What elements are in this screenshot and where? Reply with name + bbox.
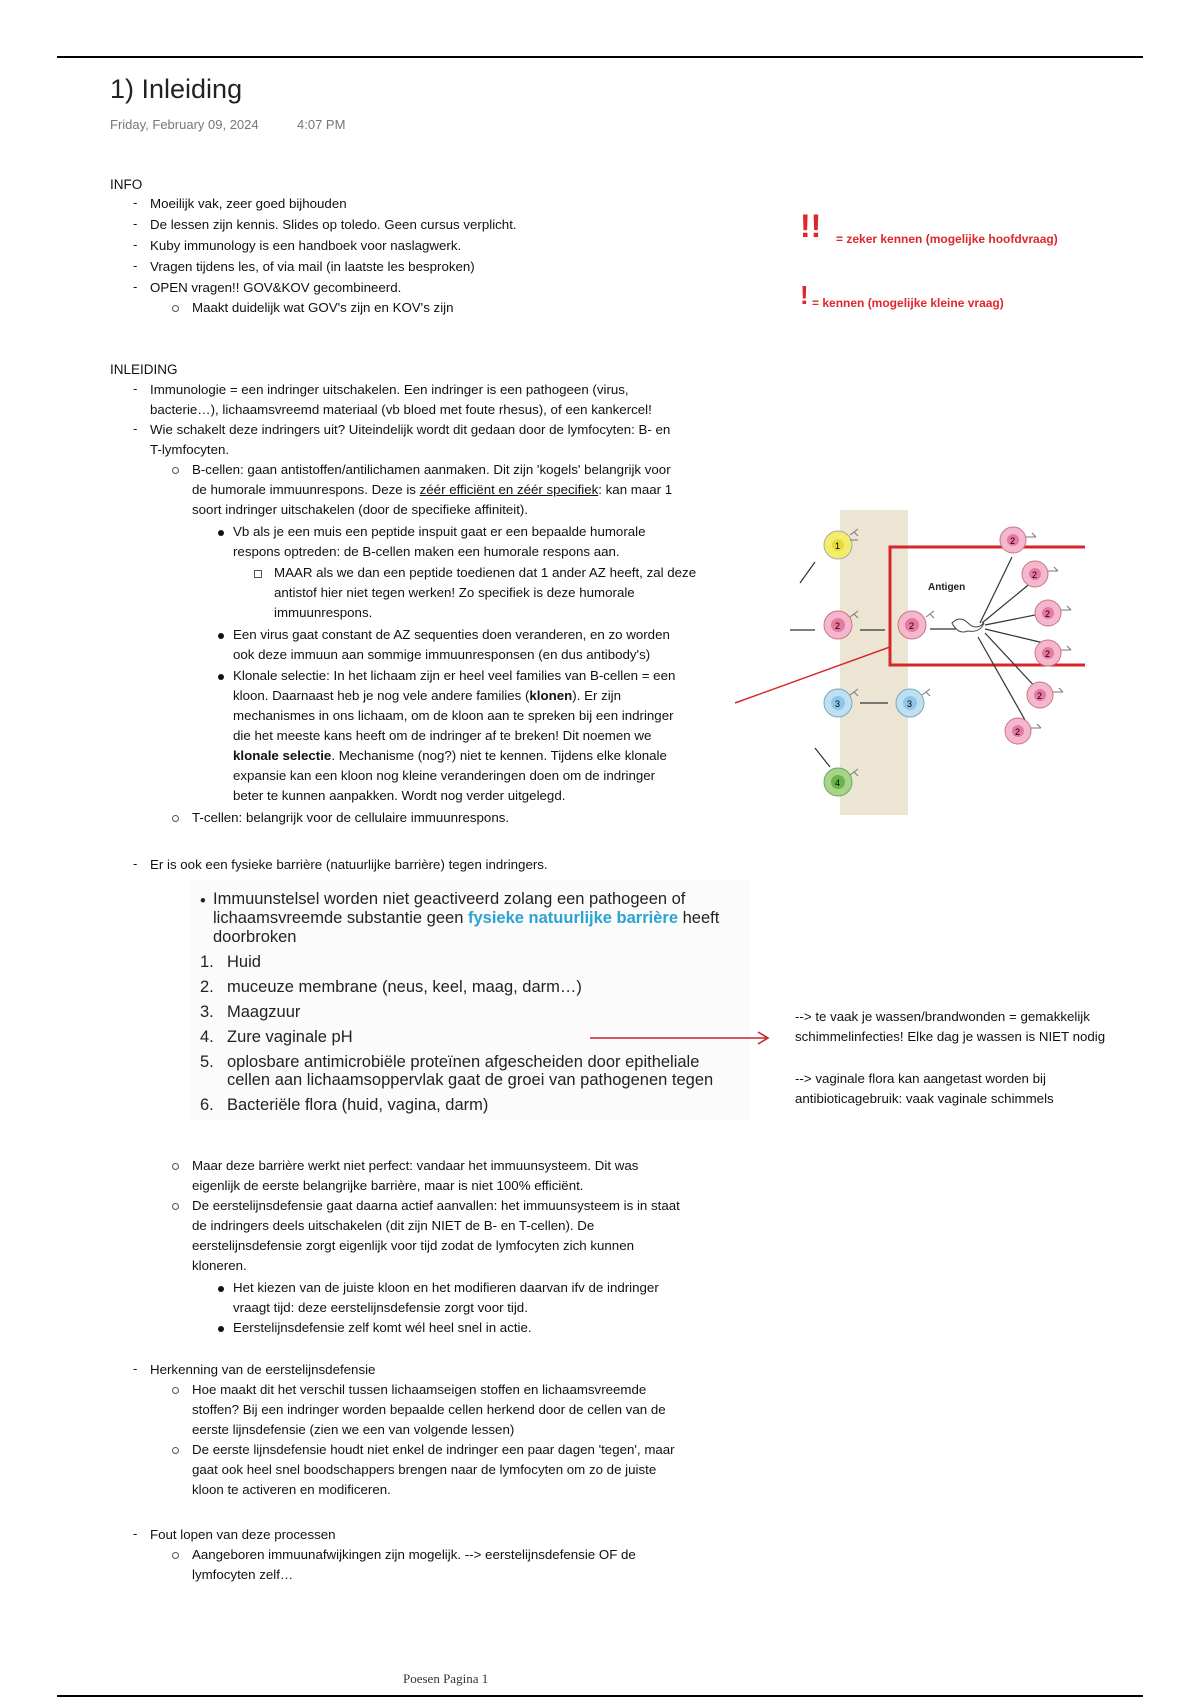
list-dash: - (133, 421, 138, 436)
text-line: Fout lopen van deze processen (150, 1527, 336, 1542)
slide-item-number: 4. (200, 1028, 214, 1046)
cell-3 (824, 689, 852, 717)
slide-item: cellen aan lichaamsoppervlak gaat de groei van pathogenen tegen (227, 1071, 714, 1089)
svg-text:2: 2 (835, 621, 841, 631)
text-line: Herkenning van de eerstelijnsdefensie (150, 1362, 376, 1377)
text-line: T-lymfocyten. (150, 442, 230, 457)
double-exclamation-icon: !! (800, 208, 822, 244)
text-line: klonale selectie. Mechanisme (nog?) niet te kennen. Tijdens elke klonale (233, 748, 667, 763)
antigen-icon (952, 619, 984, 632)
list-dash: - (133, 258, 138, 273)
clone-cells (1000, 527, 1061, 744)
list-dash: - (133, 381, 138, 396)
text-line: bacterie…), lichaamsvreemd materiaal (vb bloed met foute rhesus), of een kankercel! (150, 402, 652, 417)
svg-text:2: 2 (1032, 570, 1038, 580)
svg-text:3: 3 (835, 699, 841, 709)
slide-line: doorbroken (213, 928, 297, 946)
svg-text:2: 2 (1010, 536, 1016, 546)
text-line: de humorale immuunrespons. Deze is zéér efficiënt en zéér specifiek: kan maar 1 (192, 482, 673, 497)
slide-item: Zure vaginale pH (227, 1028, 353, 1046)
text-line: Immunologie = een indringer uitschakelen. Een indringer is een pathogeen (virus, (150, 382, 629, 397)
circle-bullet-icon (172, 1203, 179, 1210)
side-note: schimmelinfecties! Elke dag je wassen is NIET nodig (795, 1029, 1106, 1044)
circle-bullet-icon (172, 467, 179, 474)
text-line: antistof hier niet tegen werken! Zo specifiek is deze humorale (274, 585, 635, 600)
svg-text:3: 3 (907, 699, 913, 709)
page-time: 4:07 PM (297, 117, 346, 132)
text-line: kloon. Daarnaast heb je nog vele andere families (klonen). Er zijn (233, 688, 622, 703)
slide-item-number: 1. (200, 953, 214, 971)
slide-item: muceuze membrane (neus, keel, maag, darm…) (227, 978, 582, 996)
legend-strong-text: = zeker kennen (mogelijke hoofdvraag) (836, 232, 1058, 246)
slide-item: Maagzuur (227, 1003, 301, 1021)
text-line: MAAR als we dan een peptide toedienen dat 1 ander AZ heeft, zal deze (274, 565, 697, 580)
bullet-dot-icon (218, 633, 224, 639)
text-line: soort indringer uitschakelen (door de specifieke affiniteit). (192, 502, 529, 517)
text-line: ook deze immuun aan sommige immuunresponsen (en dus antibody's) (233, 647, 651, 662)
circle-bullet-icon (172, 305, 179, 312)
svg-text:4: 4 (835, 778, 841, 788)
text-line: Aangeboren immuunafwijkingen zijn mogelijk. --> eerstelijnsdefensie OF de (192, 1547, 636, 1562)
list-dash: - (133, 195, 138, 210)
bullet-dot-icon (218, 1286, 224, 1292)
list-item: Kuby immunology is een handboek voor naslagwerk. (150, 238, 462, 253)
exclamation-icon: ! (800, 280, 809, 310)
inleiding-heading: INLEIDING (110, 362, 178, 377)
list-item: Vragen tijdens les, of via mail (in laatste les besproken) (150, 259, 475, 274)
slide-item: oplosbare antimicrobiële proteïnen afgescheiden door epitheliale (227, 1053, 700, 1071)
circle-bullet-icon (172, 1552, 179, 1559)
list-dash: - (133, 856, 138, 871)
slide-item-number: 2. (200, 978, 214, 996)
svg-text:2: 2 (1045, 609, 1051, 619)
text-line: de indringers deels uitschakelen (dit zijn NIET de B- en T-cellen). De (192, 1218, 595, 1233)
square-bullet-icon (254, 570, 262, 578)
underlined-text: zéér efficiënt en zéér specifiek (419, 482, 599, 497)
cell-4 (824, 768, 852, 796)
text-line: expansie kan een kloon nog kleine veranderingen doen om de indringer (233, 768, 656, 783)
text-line: gaat ook heel snel boodschappers brengen naar de lymfocyten om zo de juiste (192, 1462, 657, 1477)
text-line: Maar deze barrière werkt niet perfect: vandaar het immuunsysteem. Dit was (192, 1158, 639, 1173)
text-line: Eerstelijnsdefensie zelf komt wél heel snel in actie. (233, 1320, 532, 1335)
page-footer: Poesen Pagina 1 (403, 1671, 489, 1686)
text-line: T-cellen: belangrijk voor de cellulaire immuunrespons. (192, 810, 510, 825)
text-line: eigenlijk de eerste belangrijke barrière, maar is niet 100% efficiënt. (192, 1178, 584, 1193)
text-line: kloneren. (192, 1258, 247, 1273)
cell-3 (896, 689, 924, 717)
circle-bullet-icon (172, 1163, 179, 1170)
bullet-dot-icon (218, 530, 224, 536)
cell-1 (824, 531, 852, 559)
svg-text:2: 2 (909, 621, 915, 631)
slide-item: Huid (227, 953, 261, 971)
list-dash: - (133, 1526, 138, 1541)
slide-line: lichaamsvreemde substantie geen fysieke natuurlijke barrière heeft (213, 909, 720, 927)
list-dash: - (133, 279, 138, 294)
svg-text:2: 2 (1015, 727, 1021, 737)
text-line: Er is ook een fysieke barrière (natuurlijke barrière) tegen indringers. (150, 857, 548, 872)
clonal-selection-diagram (730, 505, 1090, 815)
text-line: stoffen? Bij een indringer worden bepaalde cellen herkend door de cellen van de (192, 1402, 666, 1417)
list-item: Moeilijk vak, zeer goed bijhouden (150, 196, 347, 211)
slide-item: Bacteriële flora (huid, vagina, darm) (227, 1096, 489, 1114)
text-line: Hoe maakt dit het verschil tussen lichaamseigen stoffen en lichaamsvreemde (192, 1382, 647, 1397)
slide-item-number: 3. (200, 1003, 214, 1021)
arrow-right-icon (588, 1028, 778, 1048)
text-line: vraagt tijd: deze eerstelijnsdefensie zorgt voor tijd. (233, 1300, 528, 1315)
legend-weak-text: = kennen (mogelijke kleine vraag) (812, 296, 1004, 310)
page-title: 1) Inleiding (110, 74, 243, 104)
bottom-rule (57, 1695, 1143, 1697)
slide-item-number: 6. (200, 1096, 214, 1114)
slide-bullet: • (200, 892, 206, 910)
text-line: die het meeste kans heeft om de indringer af te breken! Dit noemen we (233, 728, 652, 743)
list-dash: - (133, 1361, 138, 1376)
text-line: Een virus gaat constant de AZ sequenties doen veranderen, en zo worden (233, 627, 670, 642)
slide-item-number: 5. (200, 1053, 214, 1071)
list-item: OPEN vragen!! GOV&KOV gecombineerd. (150, 280, 402, 295)
svg-text:1: 1 (835, 541, 841, 551)
side-note: antibioticagebruik: vaak vaginale schimmels (795, 1091, 1054, 1106)
text-line: Klonale selectie: In het lichaam zijn er heel veel families van B-cellen = een (233, 668, 676, 683)
text-line: De eerste lijnsdefensie houdt niet enkel de indringer een paar dagen 'tegen', maar (192, 1442, 675, 1457)
text-line: B-cellen: gaan antistoffen/antilichamen aanmaken. Dit zijn 'kogels' belangrijk voor (192, 462, 671, 477)
circle-bullet-icon (172, 1447, 179, 1454)
highlight-text: fysieke natuurlijke barrière (467, 909, 679, 927)
text-line: eerste lijnsdefensie (zien we een van volgende lessen) (192, 1422, 515, 1437)
list-item: De lessen zijn kennis. Slides op toledo. Geen cursus verplicht. (150, 217, 517, 232)
text-line: Het kiezen van de juiste kloon en het modifieren daarvan ifv de indringer (233, 1280, 659, 1295)
side-note: --> te vaak je wassen/brandwonden = gemakkelijk (795, 1009, 1090, 1024)
text-line: respons optreden: de B-cellen maken een humorale respons aan. (233, 544, 620, 559)
cell-2 (824, 611, 852, 639)
text-line: eerstelijnsdefensie zorgt eigenlijk voor tijd zodat de lymfocyten zich kunnen (192, 1238, 634, 1253)
text-line: mechanismes in ons lichaam, om de kloon aan te spreken bij een indringer (233, 708, 674, 723)
text-line: beter te kunnen aanpakken. Wordt nog verder uitgelegd. (233, 788, 566, 803)
bullet-dot-icon (218, 674, 224, 680)
circle-bullet-icon (172, 1387, 179, 1394)
text-line: kloon te activeren en modificeren. (192, 1482, 391, 1497)
list-dash: - (133, 237, 138, 252)
text-line: Vb als je een muis een peptide inspuit gaat er een bepaalde humorale (233, 524, 646, 539)
text-line: immuunrespons. (274, 605, 373, 620)
cell-2 (898, 611, 926, 639)
antigen-label: Antigen (928, 582, 966, 593)
list-dash: - (133, 216, 138, 231)
list-subitem: Maakt duidelijk wat GOV's zijn en KOV's zijn (192, 300, 454, 315)
text-line: lymfocyten zelf… (192, 1567, 294, 1582)
text-line: Wie schakelt deze indringers uit? Uiteindelijk wordt dit gedaan door de lymfocyten: B- en (150, 422, 671, 437)
svg-text:2: 2 (1037, 691, 1043, 701)
side-note: --> vaginale flora kan aangetast worden bij (795, 1071, 1046, 1086)
text-line: De eerstelijnsdefensie gaat daarna actief aanvallen: het immuunsysteem is in staat (192, 1198, 680, 1213)
info-heading: INFO (110, 177, 143, 192)
page-date: Friday, February 09, 2024 (110, 117, 259, 132)
top-rule (57, 56, 1143, 58)
circle-bullet-icon (172, 815, 179, 822)
bullet-dot-icon (218, 1326, 224, 1332)
svg-text:2: 2 (1045, 649, 1051, 659)
slide-line: Immuunstelsel worden niet geactiveerd zolang een pathogeen of (213, 890, 686, 908)
barrier-slide (190, 880, 750, 1120)
diagram-background (840, 510, 908, 815)
